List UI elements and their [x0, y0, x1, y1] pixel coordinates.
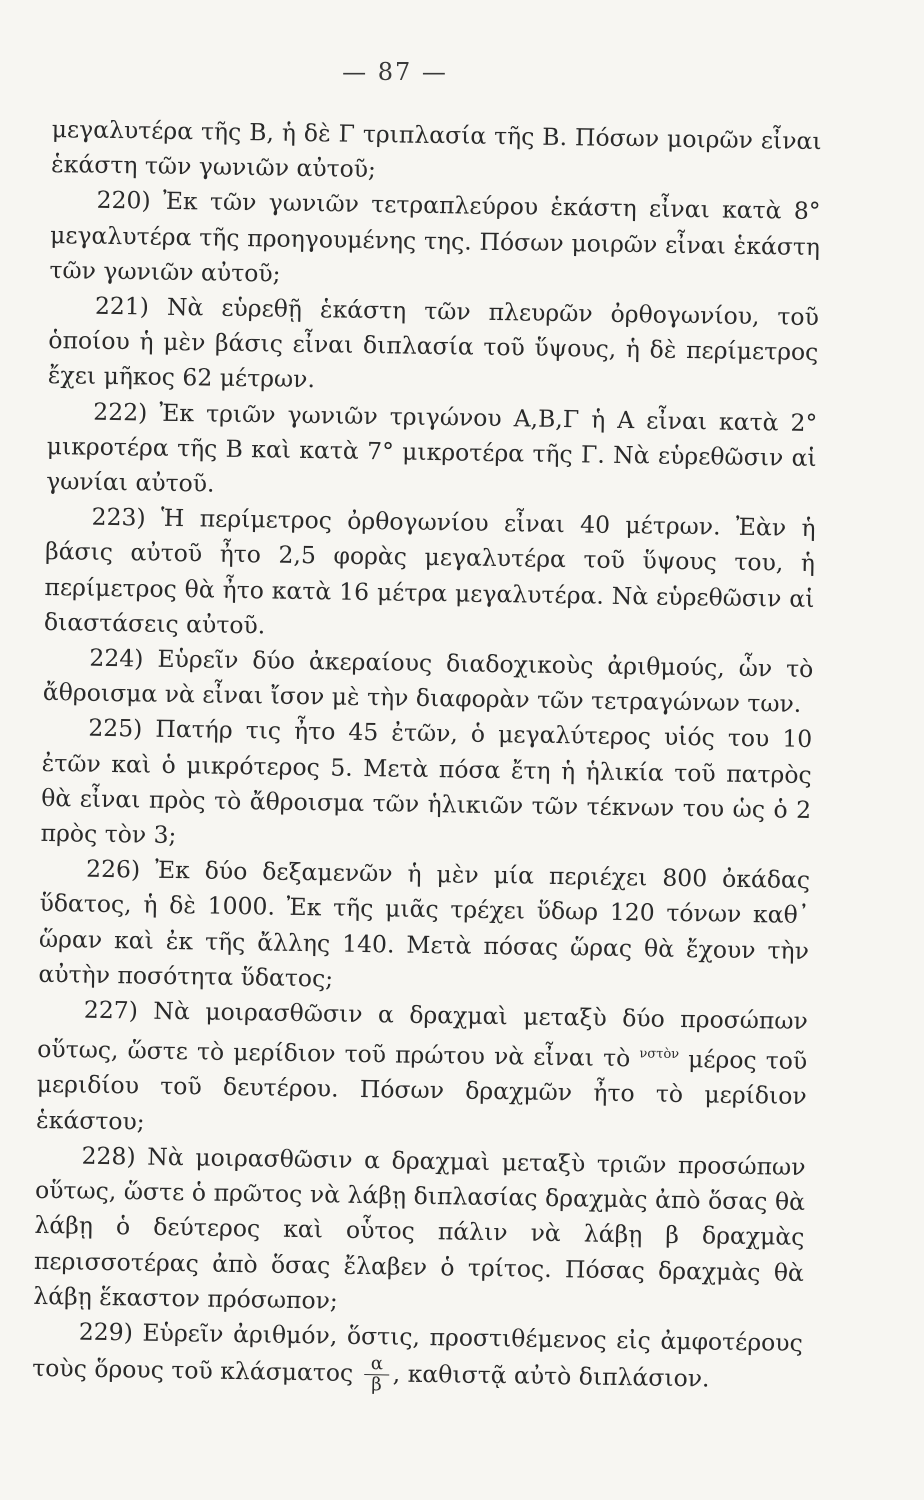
problem-228: [33, 1138, 806, 1326]
problem-text: Ἐκ δύο δεξαμενῶν ἡ μὲν μία περιέχει 800 ὀκάδας ὕδατος, ἡ δὲ 1000. Ἐκ τῆς μιᾶς τρέχει ὕδωρ 120 τόνων καθ᾽ ὥραν καὶ ἐκ τῆς ἄλλης 140. Μετὰ πόσας ὥρας θὰ ἔχουν τὴν αὐτὴν ποσότητα ὕδατος;: [38, 855, 811, 993]
problem-224: [43, 640, 814, 722]
problem-220: [49, 182, 821, 300]
problem-text: Ἡ περίμετρος ὀρθογωνίου εἶναι 40 μέτρων. Ἐὰν ἡ βάσις αὐτοῦ ἦτο 2,5 φορὰς μεγαλυτέρα τοῦ ὕψους του, ἡ περίμετρος θὰ ἦτο κατὰ 16 μέτρα μεγαλυτέρα. Νὰ εὑρεθῶσιν αἱ διαστάσεις αὐτοῦ.: [43, 503, 816, 640]
problem-number: 221): [94, 291, 150, 321]
problem-227: [36, 992, 808, 1150]
problem-text: Ἐκ τριῶν γωνιῶν τριγώνου Α,Β,Γ ἡ Α εἶναι κατὰ 2° μικροτέρα τῆς Β καὶ κατὰ 7° μικροτέρα τῆς Γ. Νὰ εὑρεθῶσιν αἱ γωνίαι αὐτοῦ.: [45, 398, 818, 498]
problem-number: 229): [78, 1317, 134, 1347]
problem-number: 223): [91, 502, 146, 532]
problem-number: 225): [88, 714, 143, 743]
problem-number: 226): [85, 854, 141, 884]
problem-number: 220): [96, 186, 151, 215]
problem-number: 228): [81, 1141, 136, 1171]
superscript-nston: νστὸν: [639, 1046, 680, 1063]
fraction-a-over-b: [364, 1354, 389, 1395]
page-text: [32, 112, 822, 1402]
problem-text-before: Εὑρεῖν ἀριθμόν, ὅστις, προστιθέμενος εἰς ἀμφοτέρους τοὺς ὅρους τοῦ κλάσματος: [32, 1318, 803, 1388]
problem-text-after: μέρος τοῦ μεριδίου τοῦ δευτέρου. Πόσων δραχμῶν ἦτο τὸ μερίδιον ἑκάστου;: [35, 1045, 808, 1136]
problem-226: [38, 851, 810, 1004]
problem-222: [46, 394, 818, 512]
problem-number: 227): [83, 995, 139, 1025]
problem-text: Πατήρ τις ἦτο 45 ἐτῶν, ὁ μεγαλύτερος υἱός του 10 ἐτῶν καὶ ὁ μικρότερος 5. Μετὰ πόσα ἔτη ἡ ἡλικία τοῦ πατρὸς θὰ εἶναι πρὸς τὸ ἄθροισμα τῶν ἡλικιῶν τῶν τέκνων του ὡς ὁ 2 πρὸς τὸν 3;: [40, 715, 813, 850]
problem-text-after: , καθιστᾷ αὐτὸ διπλάσιον.: [392, 1359, 710, 1393]
fraction-denominator: β: [371, 1374, 382, 1396]
problem-221: [48, 288, 820, 406]
problem-number: 222): [93, 397, 148, 427]
problem-223: [44, 499, 816, 652]
problem-229: [32, 1314, 803, 1402]
problem-225: [40, 710, 812, 863]
problem-text: Εὑρεῖν δύο ἀκεραίους διαδοχικοὺς ἀριθμούς, ὧν τὸ ἄθροισμα νὰ εἶναι ἴσον μὲ τὴν διαφορὰν τῶν τετραγώνων των.: [42, 644, 814, 719]
problem-number: 224): [89, 643, 144, 673]
problem-text: Ἐκ τῶν γωνιῶν τετραπλεύρου ἑκάστη εἶναι κατὰ 8° μεγαλυτέρα τῆς προηγουμένης της. Πόσων μοιρῶν εἶναι ἑκάστη τῶν γωνιῶν αὐτοῦ;: [49, 187, 821, 288]
fraction-numerator: α: [365, 1354, 389, 1375]
problem-text: Νὰ μοιρασθῶσιν α δραχμαὶ μεταξὺ τριῶν προσώπων οὕτως, ὥστε ὁ πρῶτος νὰ λάβῃ διπλασίας δραχμὰς ἀπὸ ὅσας θὰ λάβῃ ὁ δεύτερος καὶ οὗτος πάλιν νὰ λάβῃ β δραχμὰς περισσοτέρας ἀπὸ ὅσας ἔλαβεν ὁ τρίτος. Πόσας δραχμὰς θὰ λάβῃ ἕκαστον πρόσωπον;: [33, 1142, 806, 1315]
problem-text-before: Νὰ μοιρασθῶσιν α δραχμαὶ μεταξὺ δύο προσώπων οὕτως, ὥστε τὸ μερίδιον τοῦ πρώτου νὰ εἶναι τὸ: [37, 996, 809, 1073]
problem-text: Νὰ εὑρεθῇ ἑκάστη τῶν πλευρῶν ὀρθογωνίου, τοῦ ὁποίου ἡ μὲν βάσις εἶναι διπλασία τοῦ ὕψους, ἡ δὲ περίμετρος ἔχει μῆκος 62 μέτρων.: [47, 292, 820, 394]
page-number: — 87 —: [342, 58, 448, 86]
intro-paragraph: μεγαλυτέρα τῆς Β, ἡ δὲ Γ τριπλασία τῆς Β. Πόσων μοιρῶν εἶναι ἑκάστη τῶν γωνιῶν αὐτοῦ;: [50, 114, 822, 184]
